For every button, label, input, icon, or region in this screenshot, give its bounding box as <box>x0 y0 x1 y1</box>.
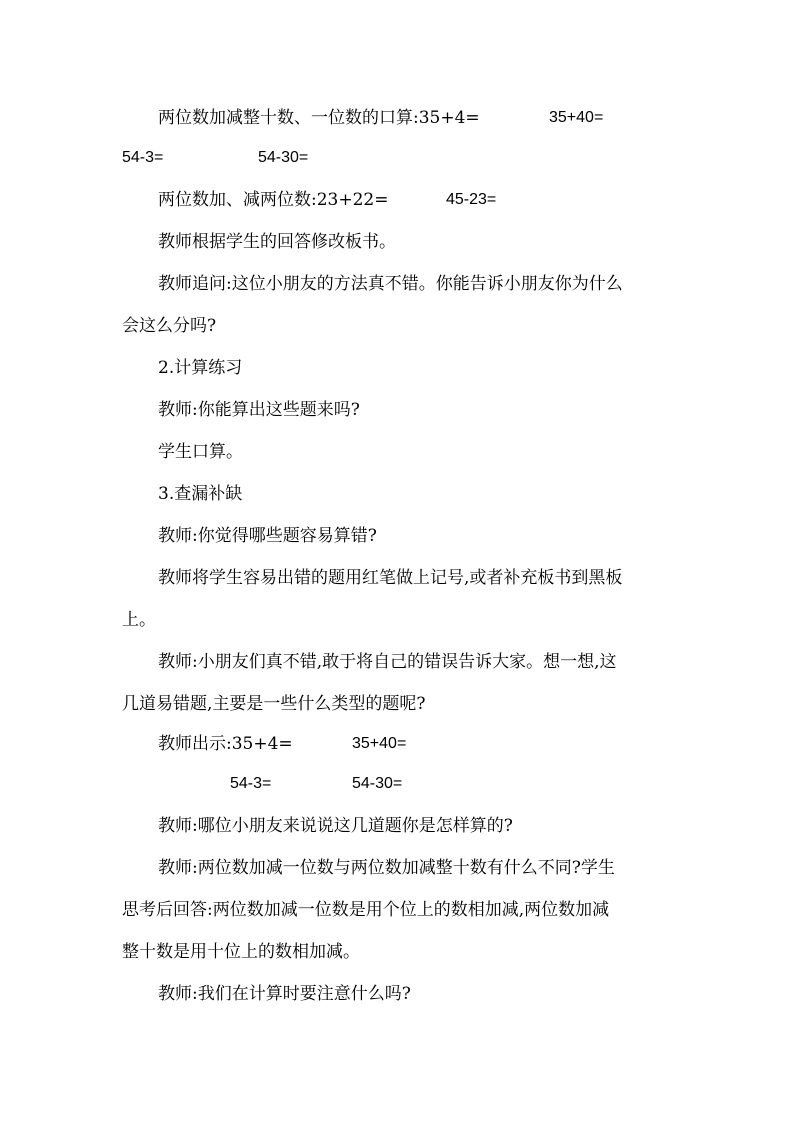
text-line: 会这么分吗? <box>122 316 217 336</box>
text-line: 54-30= <box>352 775 403 792</box>
text-line: 35+40= <box>352 735 407 752</box>
text-line: 思考后回答:两位数加减一位数是用个位上的数相加减,两位数加减 <box>122 900 610 920</box>
text-line: 两位数加、减两位数:23+22= <box>158 190 389 210</box>
text-line: 教师将学生容易出错的题用红笔做上记号,或者补充板书到黑板 <box>158 568 623 588</box>
text-line: 几道易错题,主要是一些什么类型的题呢? <box>122 694 426 714</box>
text-line: 教师:两位数加减一位数与两位数加减整十数有什么不同?学生 <box>158 858 615 878</box>
text-line: 整十数是用十位上的数相加减。 <box>122 942 360 962</box>
text-line: 教师:我们在计算时要注意什么吗? <box>158 984 411 1004</box>
text-line: 教师:你觉得哪些题容易算错? <box>158 526 377 546</box>
text-line: 教师根据学生的回答修改板书。 <box>158 232 396 252</box>
text-line: 54-3= <box>122 149 164 166</box>
text-line: 上。 <box>122 610 156 630</box>
section-heading: 3.查漏补缺 <box>158 484 243 504</box>
text-line: 54-30= <box>258 149 309 166</box>
text-line: 两位数加减整十数、一位数的口算:35+4= <box>158 108 480 128</box>
text-line: 教师追问:这位小朋友的方法真不错。你能告诉小朋友你为什么 <box>158 274 623 294</box>
text-line: 35+40= <box>549 109 604 126</box>
text-line: 学生口算。 <box>158 442 243 462</box>
text-line: 教师:哪位小朋友来说说这几道题你是怎样算的? <box>158 816 513 836</box>
text-line: 教师出示:35+4= <box>158 734 293 754</box>
section-heading: 2.计算练习 <box>158 358 243 378</box>
text-line: 教师:小朋友们真不错,敢于将自己的错误告诉大家。想一想,这 <box>158 652 617 672</box>
text-line: 45-23= <box>446 191 497 208</box>
text-line: 教师:你能算出这些题来吗? <box>158 400 360 420</box>
text-line: 54-3= <box>230 775 272 792</box>
